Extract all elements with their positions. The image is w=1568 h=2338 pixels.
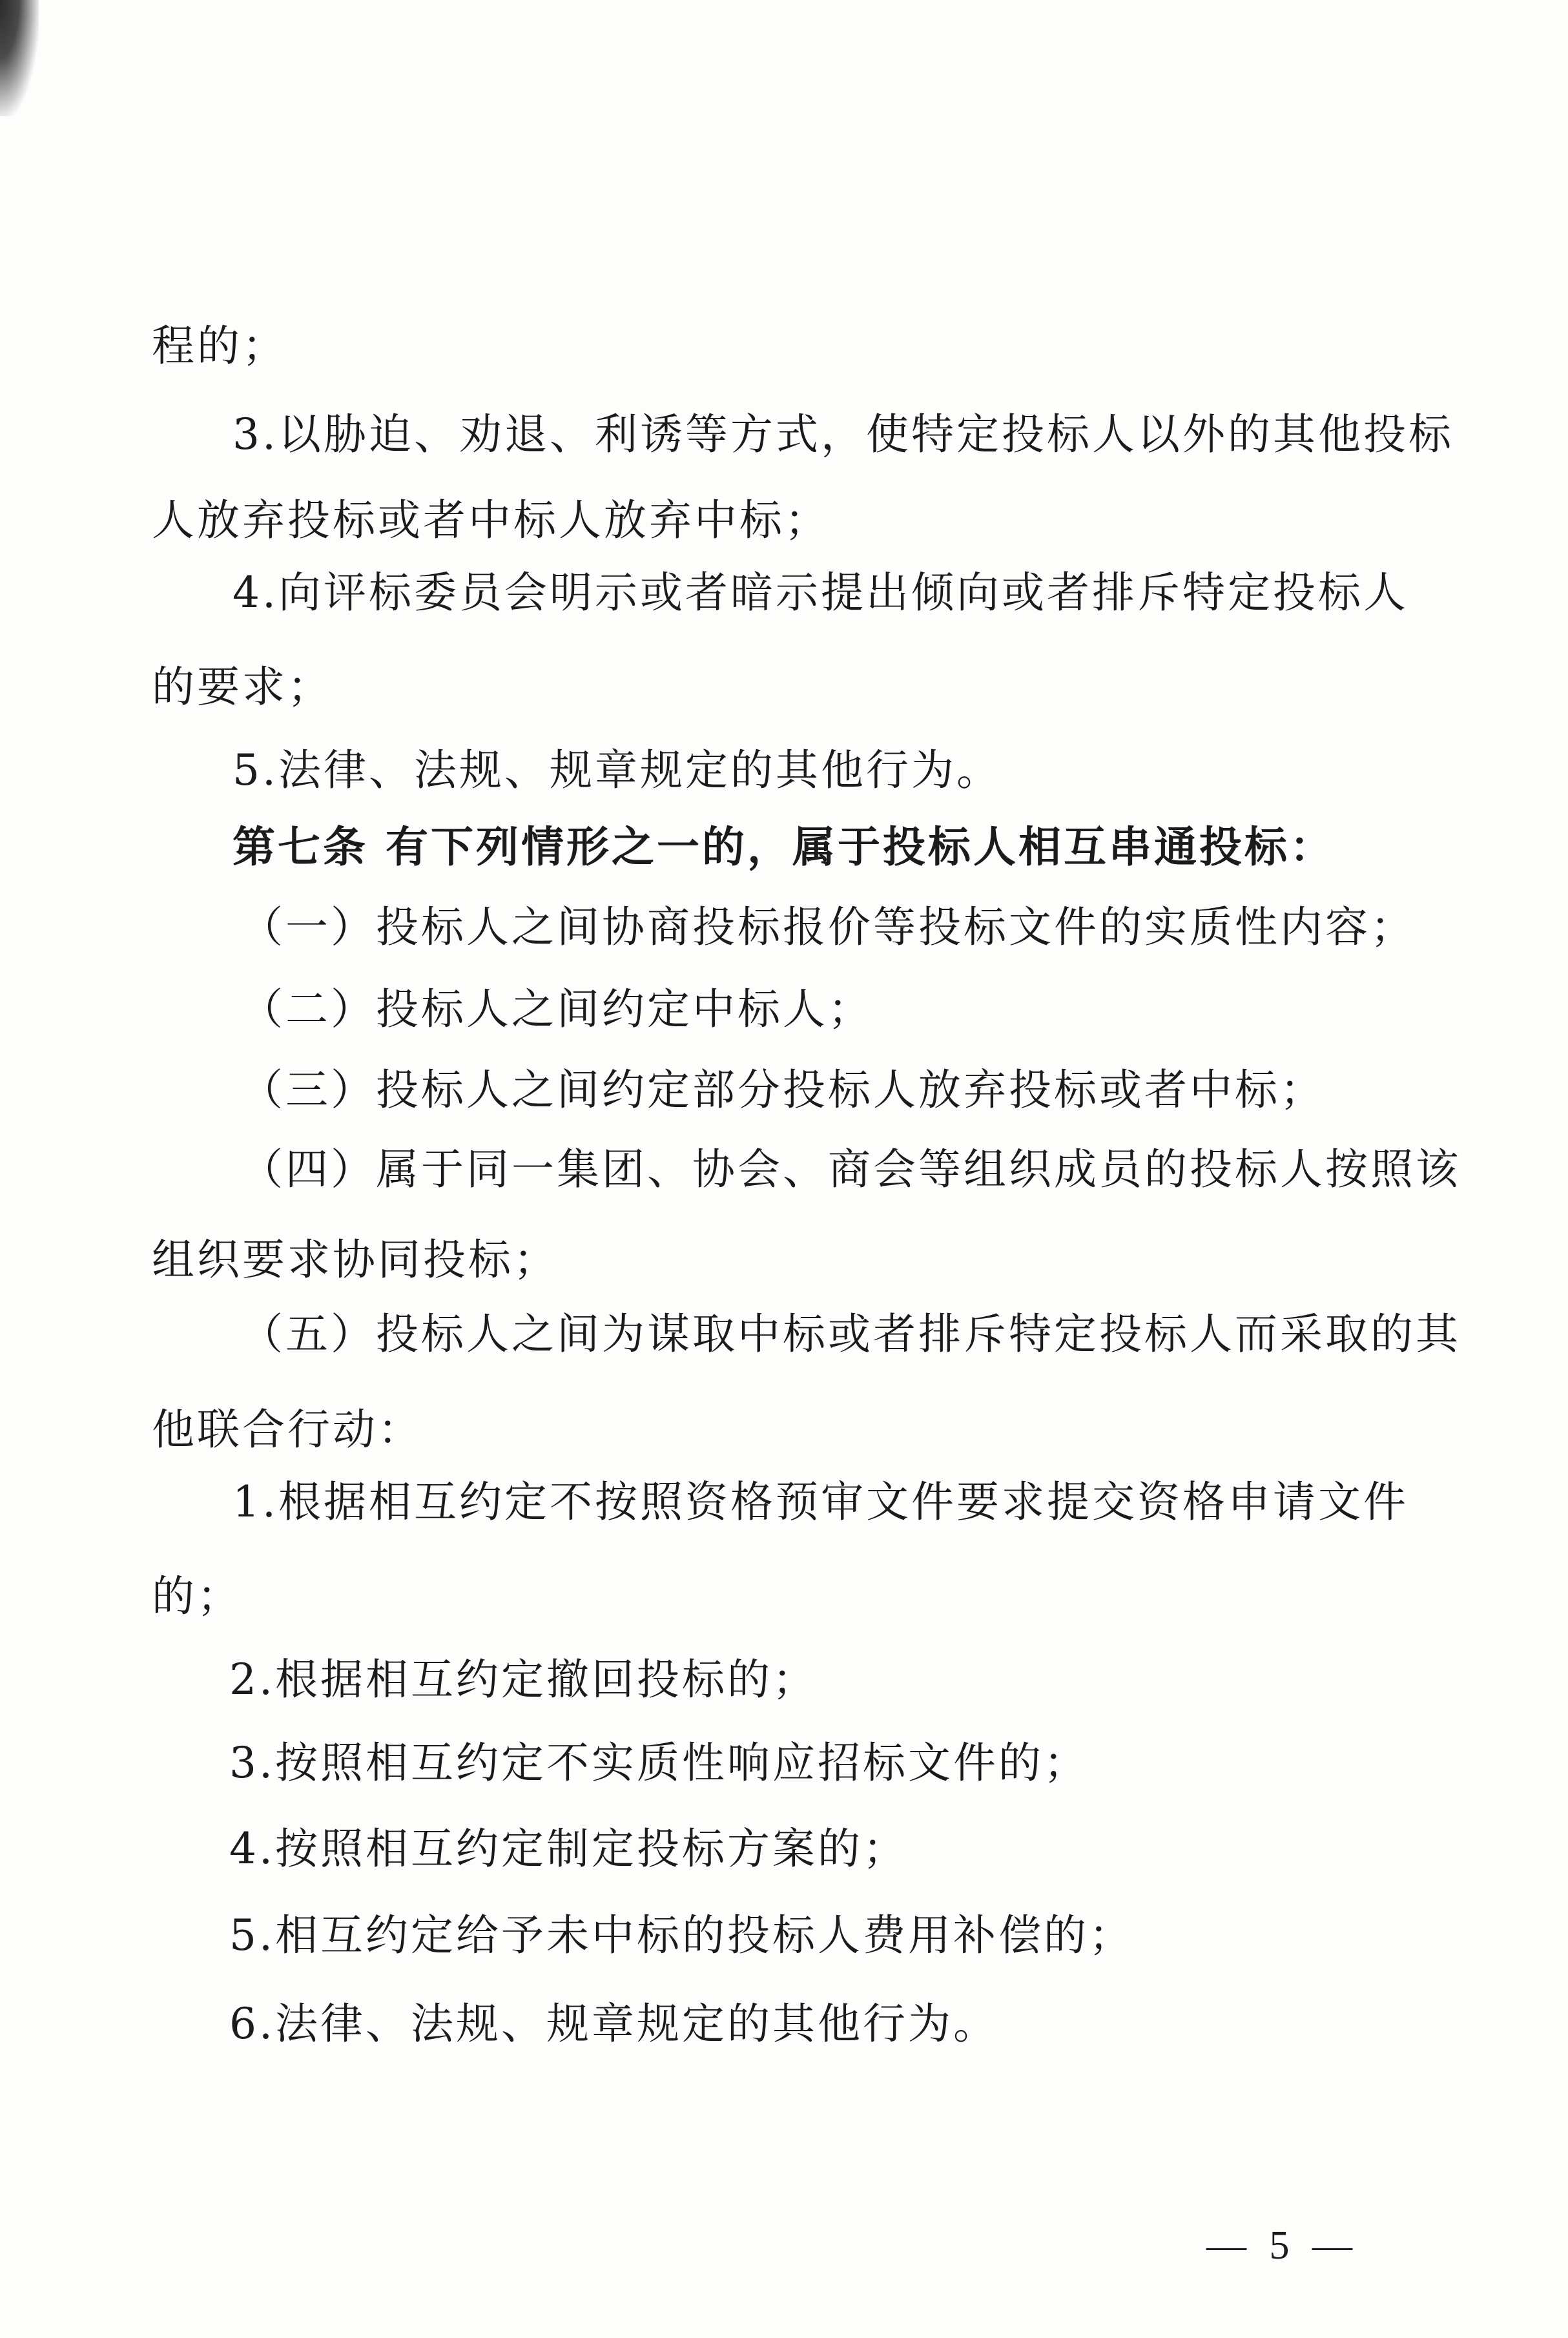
- text-line: 1.根据相互约定不按照资格预审文件要求提交资格申请文件: [232, 1477, 1408, 1527]
- text-line: 4.按照相互约定制定投标方案的；: [229, 1824, 908, 1874]
- text-line: （一）投标人之间协商投标报价等投标文件的实质性内容；: [240, 902, 1416, 952]
- text-line: 2.根据相互约定撤回投标的；: [229, 1655, 818, 1704]
- text-line: 6.法律、法规、规章规定的其他行为。: [229, 1999, 998, 2049]
- text-line: （四）属于同一集团、协会、商会等组织成员的投标人按照该: [240, 1144, 1461, 1194]
- text-line: 人放弃投标或者中标人放弃中标；: [152, 495, 830, 545]
- text-line: 5.相互约定给予未中标的投标人费用补偿的；: [229, 1910, 1134, 1960]
- page-number: — 5 —: [1206, 2224, 1359, 2268]
- text-line: 3.以胁迫、劝退、利诱等方式，使特定投标人以外的其他投标: [232, 409, 1454, 459]
- text-line: 组织要求协同投标；: [152, 1235, 559, 1285]
- text-line: 4.向评标委员会明示或者暗示提出倾向或者排斥特定投标人: [232, 568, 1408, 617]
- article-heading: 第七条 有下列情形之一的，属于投标人相互串通投标：: [232, 822, 1335, 872]
- text-line: 的；: [152, 1571, 242, 1621]
- text-line: （二）投标人之间约定中标人；: [240, 984, 873, 1034]
- text-line: 3.按照相互约定不实质性响应招标文件的；: [229, 1738, 1089, 1788]
- text-line: 5.法律、法规、规章规定的其他行为。: [232, 745, 1002, 795]
- text-line: （三）投标人之间约定部分投标人放弃投标或者中标；: [240, 1065, 1325, 1115]
- text-line: （五）投标人之间为谋取中标或者排斥特定投标人而采取的其: [240, 1309, 1461, 1359]
- scan-edge-shadow: [0, 0, 39, 116]
- text-line: 程的；: [152, 321, 287, 371]
- text-line: 的要求；: [152, 662, 333, 712]
- text-line: 他联合行动：: [152, 1405, 423, 1454]
